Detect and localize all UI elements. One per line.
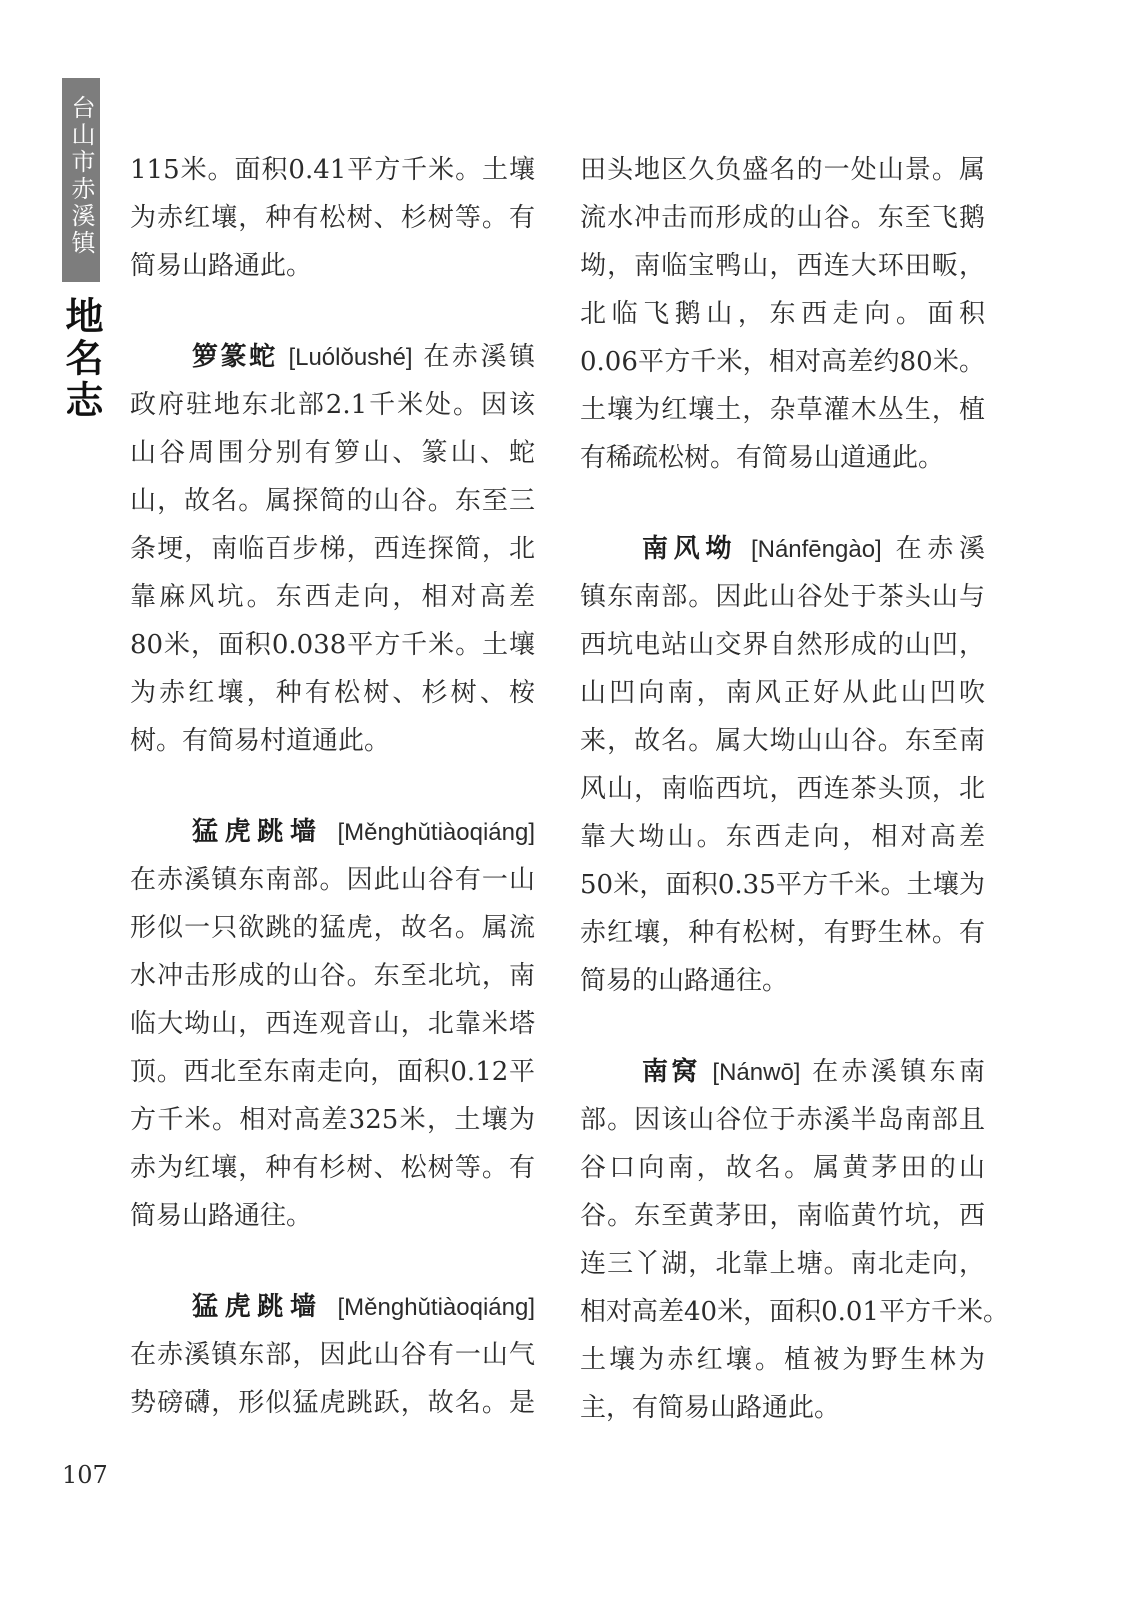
text-line: 土壤为赤红壤。植被为野生林为 [580,1345,985,1375]
entry-pinyin: [Měnghǔtiàoqiáng] [337,1294,535,1321]
text-line: 部。因该山谷位于赤溪半岛南部且 [580,1105,985,1135]
text-line: 主，有简易山路通此。 [580,1393,841,1423]
text-line: 来，故名。属大坳山山谷。东至南 [580,726,985,756]
left-column [130,146,535,1427]
text-line: 简易的山路通往。 [580,966,789,996]
text-line: 谷口向南，故名。属黄茅田的山 [580,1153,985,1183]
text-line: 在赤溪镇东部，因此山谷有一山气 [130,1340,535,1370]
text-line: 连三丫湖，北靠上塘。南北走向， [580,1249,985,1279]
text-line: 为赤红壤，种有松树、杉树、桉 [130,678,535,708]
entry-term: 南窝 [642,1057,701,1087]
entry-pinyin: [Nánfēngào] [750,536,882,563]
text-line: 80米，面积0.038平方千米。土壤 [130,630,535,660]
text-line: 靠麻风坑。东西走向，相对高差 [130,582,535,612]
entry-heading-line [580,525,985,573]
text-line: 树。有简易村道通此。 [130,726,391,756]
entry-paragraph [130,808,535,1240]
text-line: 临大坳山，西连观音山，北靠米塔 [130,1009,535,1039]
text-line: 在赤溪镇东南部。因此山谷有一山 [130,865,535,895]
text-line: 有稀疏松树。有简易山道通此。 [580,443,945,473]
entry-pinyin: [Měnghǔtiàoqiáng] [337,819,535,846]
text-line: 田头地区久负盛名的一处山景。属 [580,155,985,185]
entry-term: 箩篆蛇 [192,342,278,372]
text-line: 山，故名。属探简的山谷。东至三 [130,486,535,516]
page-number: 107 [62,1461,108,1489]
entry-pinyin: [Luólǒushé] [288,344,413,371]
entry-term: 猛虎跳墙 [192,1292,323,1322]
text-line: 115米。面积0.41平方千米。土壤 [130,155,535,185]
region-title: 台山市赤溪镇 [67,95,95,257]
entry-heading-text: 在赤溪镇 [423,342,535,372]
text-line: 简易山路通此。 [130,251,313,281]
entry-heading-text: 在赤溪 [895,534,985,564]
side-band [62,78,100,282]
text-line: 赤为红壤，种有杉树、松树等。有 [130,1153,535,1183]
text-line: 镇东南部。因此山谷处于茶头山与 [580,582,985,612]
entry-heading-line [580,1048,985,1096]
entry-term: 南风坳 [642,534,737,564]
entry-term: 猛虎跳墙 [192,817,323,847]
text-line: 坳，南临宝鸭山，西连大环田畈， [580,251,985,281]
text-line: 顶。西北至东南走向，面积0.12平 [130,1057,535,1087]
entry-heading-text: 在赤溪镇东南 [812,1057,986,1087]
entry-heading-line [130,808,535,856]
entry-paragraph [580,1048,1009,1432]
entry-heading-line [130,333,535,381]
text-line: 为赤红壤，种有松树、杉树等。有 [130,203,535,233]
text-line: 简易山路通往。 [130,1201,313,1231]
text-line: 50米，面积0.35平方千米。土壤为 [580,870,985,900]
text-line: 赤红壤，种有松树，有野生林。有 [580,918,985,948]
text-line: 北临飞鹅山，东西走向。面积 [580,299,985,329]
entry-paragraph [580,146,985,482]
entry-heading-line [130,1283,535,1331]
text-line: 0.06平方千米，相对高差约80米。 [580,347,985,377]
text-line: 西坑电站山交界自然形成的山凹， [580,630,985,660]
entry-paragraph [130,1283,535,1427]
text-line: 势磅礴，形似猛虎跳跃，故名。是 [130,1388,535,1418]
entry-paragraph [130,333,535,765]
text-line: 流水冲击而形成的山谷。东至飞鹅 [580,203,985,233]
text-line: 靠大坳山。东西走向，相对高差 [580,822,985,852]
text-line: 形似一只欲跳的猛虎，故名。属流 [130,913,535,943]
text-line: 方千米。相对高差325米，土壤为 [130,1105,535,1135]
entry-paragraph [580,525,985,1005]
text-line: 水冲击形成的山谷。东至北坑，南 [130,961,535,991]
text-line: 土壤为红壤土，杂草灌木丛生，植 [580,395,985,425]
entry-paragraph [130,146,535,290]
right-column [580,146,1009,1432]
text-line: 风山，南临西坑，西连茶头顶，北 [580,774,985,804]
text-line: 条埂，南临百步梯，西连探简，北 [130,534,535,564]
entry-pinyin: [Nánwō] [712,1059,801,1086]
text-line: 谷。东至黄茅田，南临黄竹坑，西 [580,1201,985,1231]
book-title: 地名志 [59,296,103,422]
text-line: 相对高差40米，面积0.01平方千米。 [580,1297,1009,1327]
text-line: 山凹向南，南风正好从此山凹吹 [580,678,985,708]
text-line: 政府驻地东北部2.1千米处。因该 [130,390,535,420]
text-line: 山谷周围分别有箩山、篆山、蛇 [130,438,535,468]
